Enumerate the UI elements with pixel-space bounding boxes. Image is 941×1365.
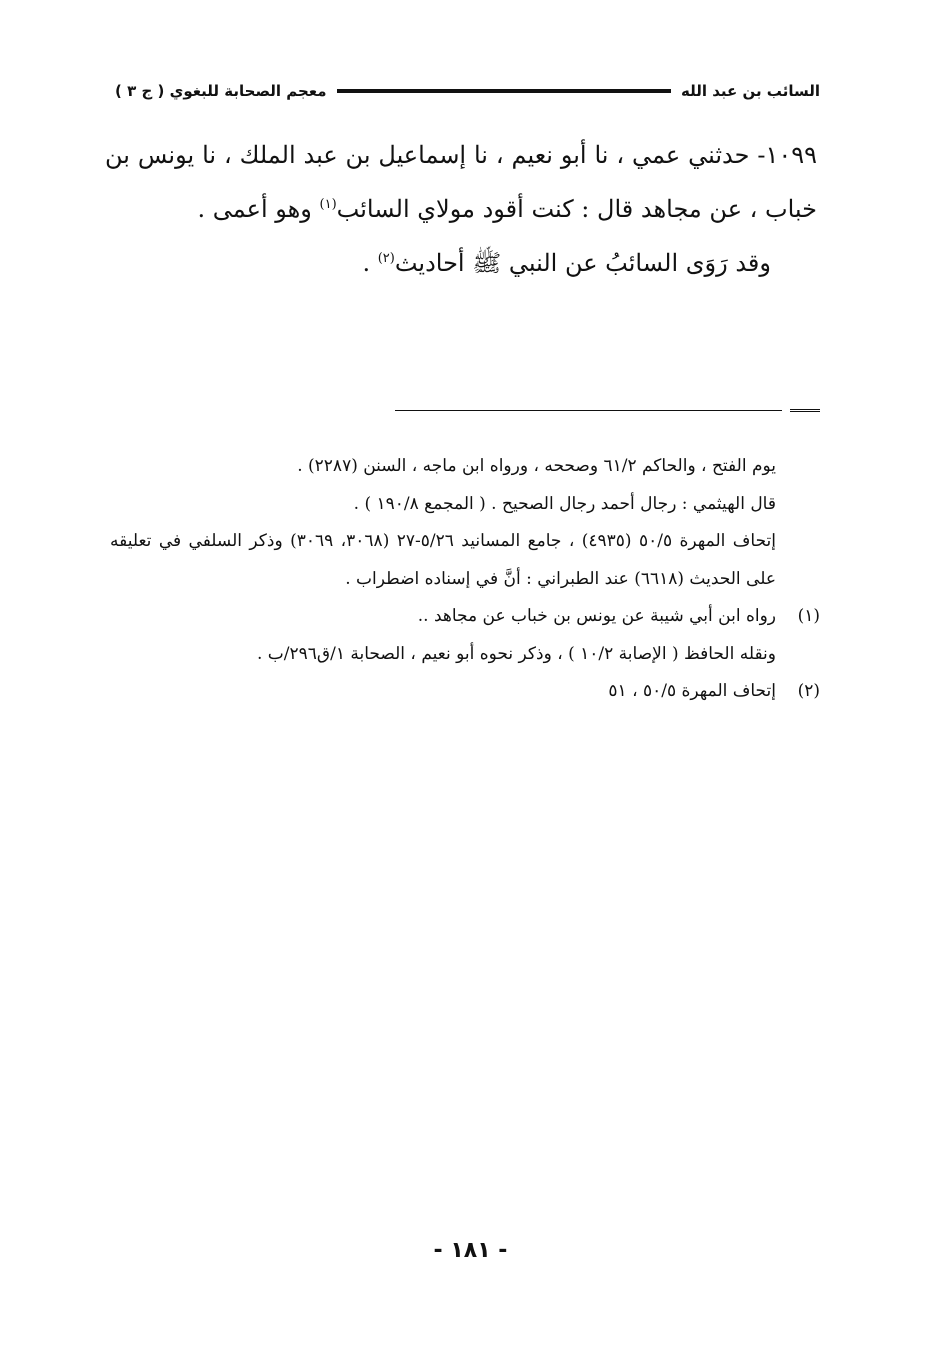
page-number: - ١٨١ -: [433, 1238, 508, 1263]
separator-dash: [790, 409, 820, 412]
footnote-separator: [395, 404, 820, 416]
header-section-title: السائب بن عبد الله: [680, 82, 820, 100]
separator-line: [395, 410, 782, 411]
footnote-continuation-3: إتحاف المهرة ٥٠/٥ (٤٩٣٥) ، جامع المسانيد ٥/٢٦-٢٧ (٣٠٦٨، ٣٠٦٩) وذكر السلفي في تعليقه على الحديث (٦٦١٨) عند الطبراني : أنَّ في إسناده اضطراب .: [110, 531, 777, 589]
statement-text: وقد رَوَى السائبُ عن النبي ﷺ أحاديث: [394, 249, 771, 277]
header-book-title: معجم الصحابة للبغوي ( ج ٣ ): [115, 82, 327, 100]
hadith-text-end: وهو أعمى .: [197, 195, 320, 223]
footnotes: [110, 448, 820, 711]
footnote-1: [110, 598, 820, 636]
footnote-ref-2[interactable]: (٢): [377, 251, 395, 266]
header-rule: [337, 89, 671, 93]
hadith-paragraph: [105, 128, 817, 236]
statement-text-end: .: [362, 249, 378, 277]
statement-paragraph: [105, 236, 771, 290]
footnote-2-line-1: إتحاف المهرة ٥٠/٥ ، ٥١: [608, 681, 776, 701]
footnote-continuation-2: قال الهيثمي : رجال أحمد رجال الصحيح . ( المجمع ١٩٠/٨ ) .: [353, 493, 776, 514]
footnote-1-line-1: رواه ابن أبي شيبة عن يونس بن خباب عن مجاهد ..: [417, 606, 776, 626]
footnote-2: [110, 673, 820, 711]
footnote-1-line-2: ونقله الحافظ ( الإصابة ١٠/٢ ) ، وذكر نحوه أبو نعيم ، الصحابة ١/ق٢٩٦/ب .: [256, 643, 776, 664]
footnote-1-number: (١): [797, 606, 820, 626]
footnote-2-number: (٢): [797, 681, 820, 701]
running-header: [115, 78, 820, 104]
footnote-ref-1[interactable]: (١): [319, 197, 337, 212]
hadith-text: ١٠٩٩- حدثني عمي ، نا أبو نعيم ، نا إسماعيل بن عبد الملك ، نا يونس بن خباب ، عن مجاهد قال : كنت أقود مولاي السائب: [105, 141, 817, 223]
footnote-continuation-1: يوم الفتح ، والحاكم ٦١/٢ وصححه ، ورواه ابن ماجه ، السنن (٢٢٨٧) .: [297, 456, 776, 476]
main-text: [105, 128, 817, 290]
